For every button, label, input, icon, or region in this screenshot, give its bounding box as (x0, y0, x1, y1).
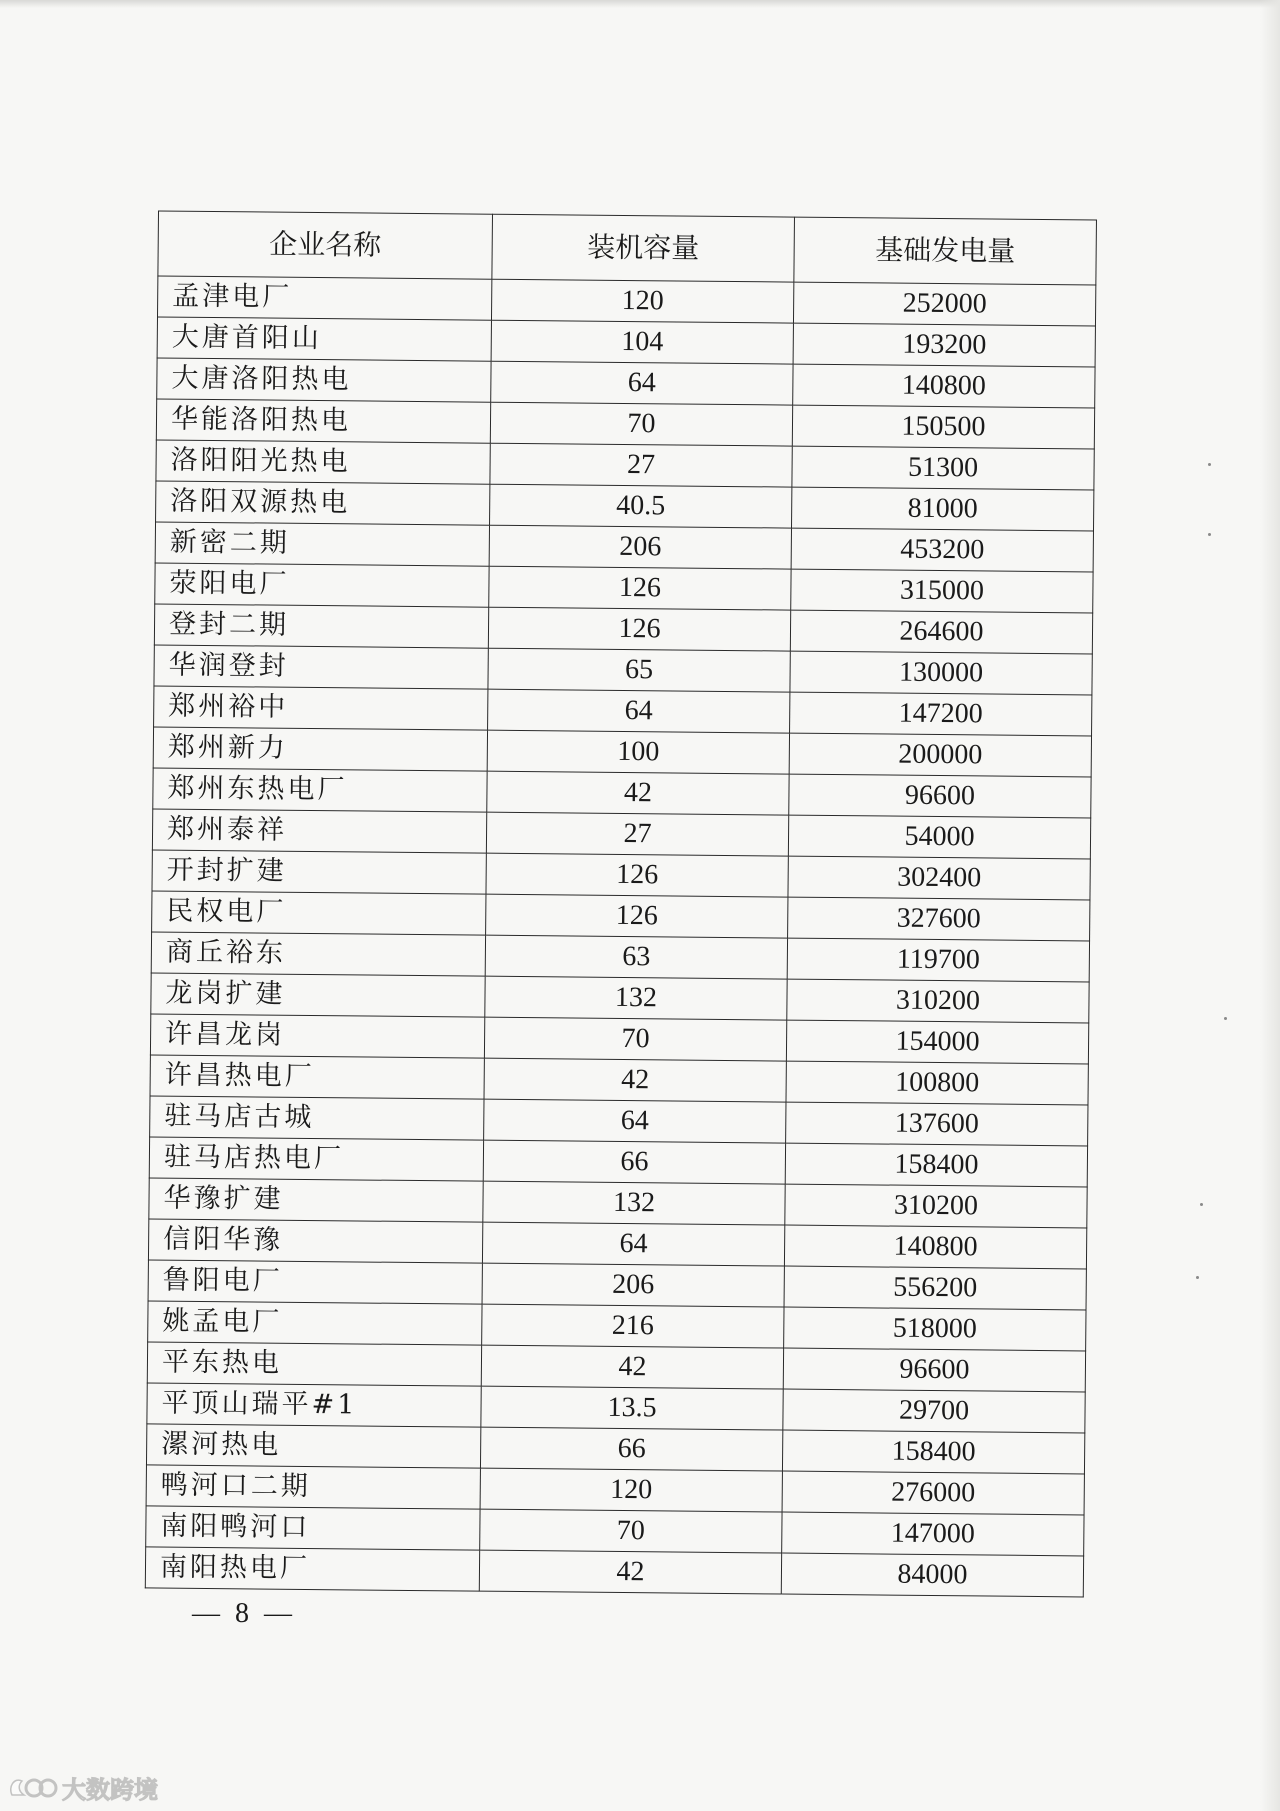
scan-speck (1224, 1017, 1227, 1020)
cell-enterprise-name: 华能洛阳热电 (156, 399, 490, 443)
cell-enterprise-name: 鲁阳电厂 (148, 1260, 482, 1304)
cell-installed-capacity: 120 (480, 1468, 782, 1512)
cell-installed-capacity: 42 (487, 771, 789, 815)
cell-installed-capacity: 120 (491, 279, 793, 323)
cell-base-generation: 29700 (783, 1389, 1085, 1433)
cell-installed-capacity: 64 (488, 689, 790, 733)
page-right-edge (1260, 0, 1280, 1811)
scan-speck (1200, 1203, 1203, 1206)
cell-base-generation: 51300 (792, 446, 1094, 490)
cell-enterprise-name: 驻马店热电厂 (149, 1137, 483, 1181)
cell-base-generation: 96600 (783, 1348, 1085, 1392)
watermark-text: 大数跨境 (62, 1776, 158, 1804)
page-top-shadow (0, 0, 1280, 8)
cell-installed-capacity: 126 (488, 607, 790, 651)
cell-enterprise-name: 荥阳电厂 (155, 563, 489, 607)
cell-enterprise-name: 信阳华豫 (148, 1219, 482, 1263)
cell-installed-capacity: 13.5 (481, 1386, 783, 1430)
scan-speck (1208, 463, 1211, 466)
cell-base-generation: 137600 (786, 1102, 1088, 1146)
cell-base-generation: 252000 (793, 282, 1095, 326)
header-base-generation: 基础发电量 (794, 217, 1097, 285)
cell-installed-capacity: 70 (490, 402, 792, 446)
cell-installed-capacity: 132 (483, 1181, 785, 1225)
cell-base-generation: 154000 (786, 1020, 1088, 1064)
cell-enterprise-name: 华润登封 (154, 645, 488, 689)
cell-installed-capacity: 126 (486, 894, 788, 938)
cell-base-generation: 327600 (788, 897, 1090, 941)
cell-installed-capacity: 64 (484, 1099, 786, 1143)
cell-base-generation: 96600 (789, 774, 1091, 818)
cell-installed-capacity: 100 (487, 730, 789, 774)
header-installed-capacity: 装机容量 (492, 214, 795, 282)
cell-enterprise-name: 鸭河口二期 (146, 1465, 480, 1509)
cell-enterprise-name: 许昌龙岗 (150, 1014, 484, 1058)
cell-enterprise-name: 许昌热电厂 (150, 1055, 484, 1099)
cell-installed-capacity: 206 (489, 525, 791, 569)
cell-installed-capacity: 66 (480, 1427, 782, 1471)
table-body (145, 276, 1096, 1597)
dashuju-logo-icon (6, 1773, 58, 1803)
cell-base-generation: 54000 (788, 815, 1090, 859)
cell-installed-capacity: 42 (484, 1058, 786, 1102)
cell-enterprise-name: 南阳鸭河口 (146, 1506, 480, 1550)
scan-speck (1208, 533, 1211, 536)
cell-enterprise-name: 姚孟电厂 (148, 1301, 482, 1345)
watermark (6, 1770, 158, 1805)
cell-base-generation: 119700 (787, 938, 1089, 982)
cell-installed-capacity: 216 (482, 1304, 784, 1348)
cell-base-generation: 302400 (788, 856, 1090, 900)
cell-installed-capacity: 206 (482, 1263, 784, 1307)
cell-enterprise-name: 郑州东热电厂 (153, 768, 487, 812)
cell-base-generation: 200000 (789, 733, 1091, 777)
cell-enterprise-name: 平东热电 (147, 1342, 481, 1386)
cell-enterprise-name: 南阳热电厂 (145, 1547, 479, 1591)
cell-enterprise-name: 大唐首阳山 (157, 317, 491, 361)
cell-installed-capacity: 27 (486, 812, 788, 856)
header-enterprise-name: 企业名称 (158, 211, 493, 279)
cell-base-generation: 453200 (791, 528, 1093, 572)
cell-base-generation: 147200 (790, 692, 1092, 736)
cell-enterprise-name: 驻马店古城 (150, 1096, 484, 1140)
cell-base-generation: 264600 (790, 610, 1092, 654)
cell-enterprise-name: 大唐洛阳热电 (157, 358, 491, 402)
scan-speck (1196, 1276, 1199, 1279)
cell-enterprise-name: 华豫扩建 (149, 1178, 483, 1222)
cell-enterprise-name: 郑州泰祥 (152, 809, 486, 853)
cell-enterprise-name: 新密二期 (155, 522, 489, 566)
cell-base-generation: 150500 (792, 405, 1094, 449)
page-number: — 8 — (192, 1598, 296, 1629)
cell-base-generation: 158400 (782, 1430, 1084, 1474)
cell-installed-capacity: 126 (489, 566, 791, 610)
cell-base-generation: 81000 (792, 487, 1094, 531)
cell-installed-capacity: 64 (491, 361, 793, 405)
cell-enterprise-name: 龙岗扩建 (151, 973, 485, 1017)
power-plant-table (145, 210, 1097, 1597)
cell-base-generation: 556200 (784, 1266, 1086, 1310)
cell-installed-capacity: 27 (490, 443, 792, 487)
cell-base-generation: 310200 (785, 1184, 1087, 1228)
cell-enterprise-name: 郑州新力 (153, 727, 487, 771)
cell-base-generation: 315000 (791, 569, 1093, 613)
cell-enterprise-name: 民权电厂 (152, 891, 486, 935)
cell-installed-capacity: 66 (483, 1140, 785, 1184)
cell-installed-capacity: 70 (480, 1509, 782, 1553)
cell-installed-capacity: 104 (491, 320, 793, 364)
cell-base-generation: 193200 (793, 323, 1095, 367)
cell-enterprise-name: 洛阳阳光热电 (156, 440, 490, 484)
cell-enterprise-name: 洛阳双源热电 (156, 481, 490, 525)
cell-enterprise-name: 孟津电厂 (157, 276, 491, 320)
cell-base-generation: 140800 (784, 1225, 1086, 1269)
cell-installed-capacity: 126 (486, 853, 788, 897)
cell-installed-capacity: 40.5 (490, 484, 792, 528)
cell-base-generation: 100800 (786, 1061, 1088, 1105)
cell-enterprise-name: 平顶山瑞平#1 (147, 1383, 481, 1427)
cell-enterprise-name: 开封扩建 (152, 850, 486, 894)
cell-installed-capacity: 42 (481, 1345, 783, 1389)
cell-enterprise-name: 商丘裕东 (151, 932, 485, 976)
cell-base-generation: 147000 (782, 1512, 1084, 1556)
cell-installed-capacity: 65 (488, 648, 790, 692)
cell-installed-capacity: 64 (482, 1222, 784, 1266)
header-row (158, 211, 1097, 285)
cell-base-generation: 276000 (782, 1471, 1084, 1515)
table-row (145, 1547, 1083, 1597)
cell-enterprise-name: 登封二期 (154, 604, 488, 648)
cell-enterprise-name: 漯河热电 (146, 1424, 480, 1468)
cell-base-generation: 130000 (790, 651, 1092, 695)
cell-installed-capacity: 70 (484, 1017, 786, 1061)
cell-installed-capacity: 132 (485, 976, 787, 1020)
cell-enterprise-name: 郑州裕中 (154, 686, 488, 730)
cell-base-generation: 140800 (793, 364, 1095, 408)
cell-base-generation: 518000 (784, 1307, 1086, 1351)
cell-base-generation: 84000 (781, 1553, 1083, 1597)
table-header (158, 211, 1097, 285)
cell-base-generation: 158400 (785, 1143, 1087, 1187)
cell-base-generation: 310200 (787, 979, 1089, 1023)
cell-installed-capacity: 42 (479, 1550, 781, 1594)
cell-installed-capacity: 63 (485, 935, 787, 979)
